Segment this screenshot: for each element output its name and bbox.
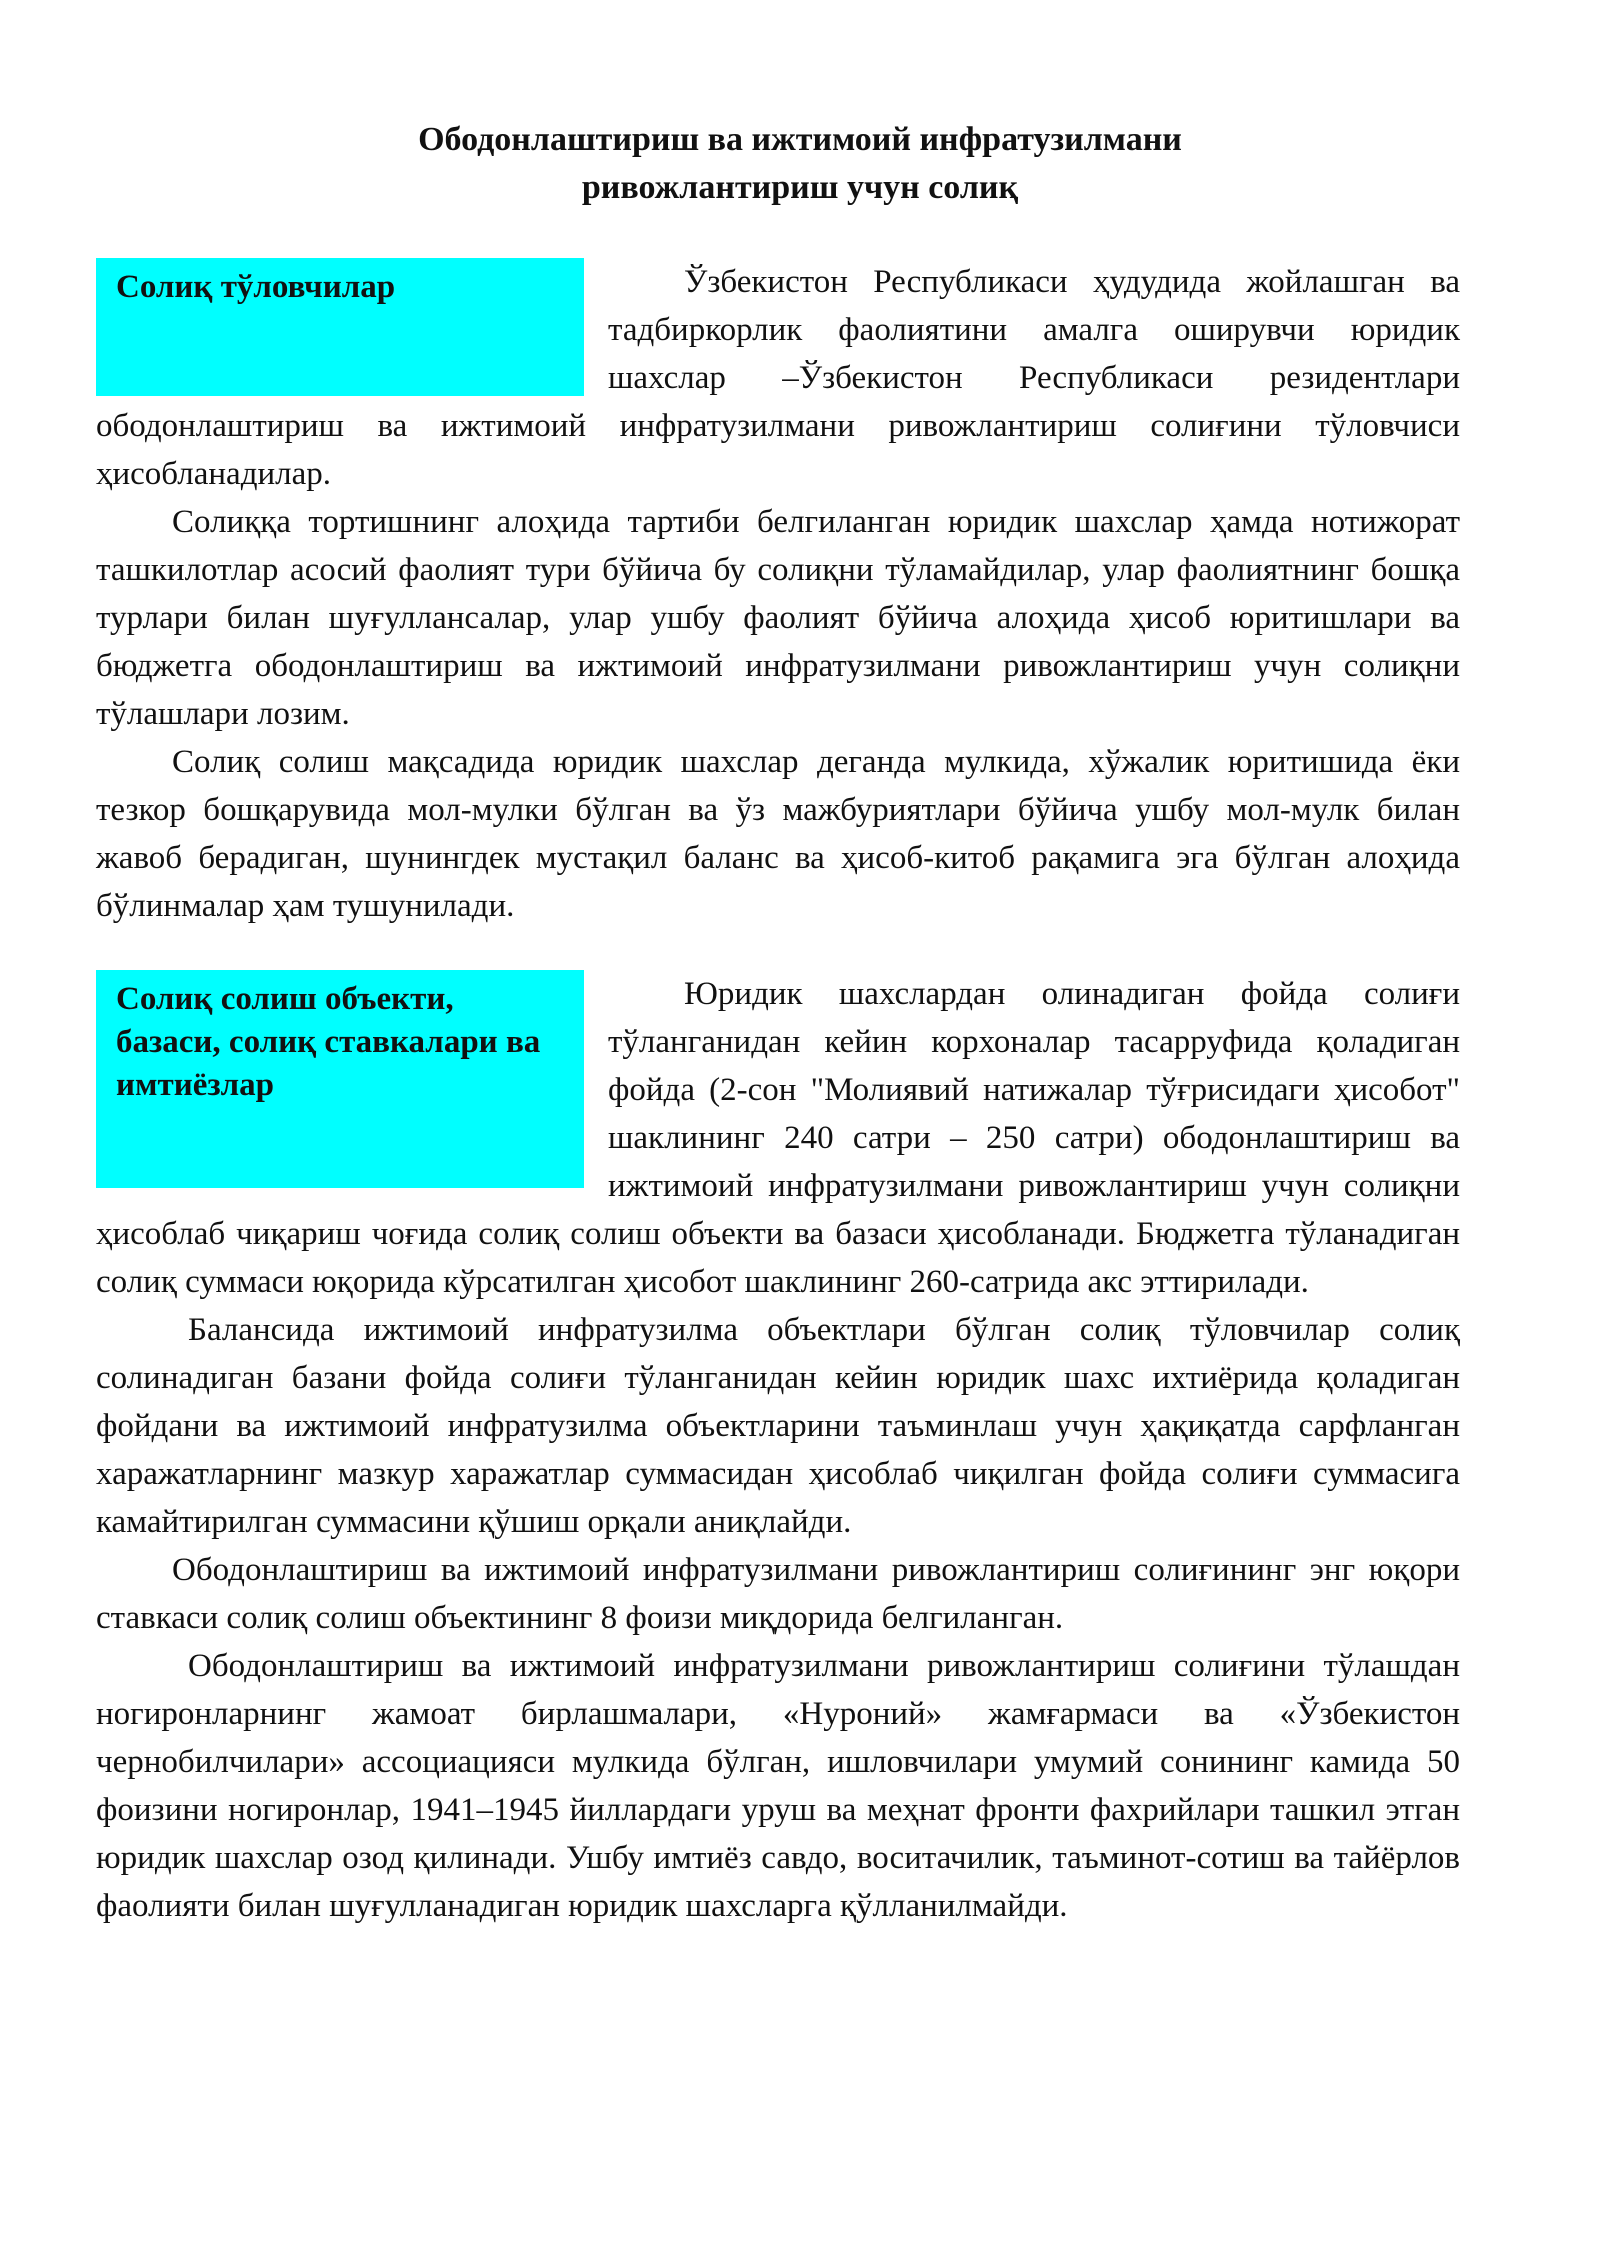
paragraph: Ўзбекистон Республикаси ҳудудида жойлашган ва тадбиркорлик фаолиятини амалга оширувчи юридик шахслар –Ўзбекистон Республикаси резидентлари ободонлаштириш ва ижтимоий инфратузилмани ривожлантириш солиғини тўловчиси ҳисобланадилар. bbox=[96, 264, 1460, 492]
title-line-2: ривожлантириш учун солиқ bbox=[581, 169, 1019, 206]
title-line-1: Ободонлаштириш ва ижтимоий инфратузилмани bbox=[418, 121, 1182, 158]
paragraph: Ободонлаштириш ва ижтимоий инфратузилмани ривожлантириш солиғининг энг юқори ставкаси солиқ солиш объектининг 8 фоизи миқдорида белгиланган. bbox=[96, 1552, 1460, 1636]
section-heading: Солиқ солиш объекти, базаси, солиқ ставкалари ва имтиёзлар bbox=[116, 981, 541, 1103]
paragraph: Солиққа тортишнинг алоҳида тартиби белгиланган юридик шахслар ҳамда нотижорат ташкилотлар асосий фаолият тури бўйича бу солиқни тўламайдилар, улар фаолиятнинг бошқа турлари билан шуғуллансалар, улар ушбу фаолият бўйича алоҳида ҳисоб юритишлари ва бюджетга ободонлаштириш ва ижтимоий инфратузилмани ривожлантириш учун солиқни тўлашлари лозим. bbox=[96, 504, 1460, 732]
document-title bbox=[0, 116, 1600, 212]
paragraph: Балансида ижтимоий инфратузилма объектлари бўлган солиқ тўловчилар солиқ солинадиган базани фойда солиғи тўланганидан кейин юридик шахс ихтиёрида қоладиган фойдани ва ижтимоий инфратузилма объектларини таъминлаш учун ҳақиқатда сарфланган харажатларнинг мазкур харажатлар суммасидан ҳисоблаб чиқилган фойда солиғи суммасига камайтирилган суммасини қўшиш орқали аниқлайди. bbox=[96, 1312, 1460, 1540]
section-heading-box bbox=[96, 970, 584, 1188]
section-tax-object bbox=[96, 970, 1460, 1930]
paragraph: Солиқ солиш мақсадида юридик шахслар деганда мулкида, хўжалик юритишида ёки тезкор бошқарувида мол-мулки бўлган ва ўз мажбуриятлари бўйича ушбу мол-мулк билан жавоб берадиган, шунингдек мустақил баланс ва ҳисоб-китоб рақамига эга бўлган алоҳида бўлинмалар ҳам тушунилади. bbox=[96, 744, 1460, 924]
paragraph: Юридик шахслардан олинадиган фойда солиғи тўланганидан кейин корхоналар тасарруфида қоладиган фойда (2-сон "Молиявий натижалар тўғрисидаги ҳисобот" шаклининг 240 сатри – 250 сатри) ободонлаштириш ва ижтимоий инфратузилмани ривожлантириш учун солиқни ҳисоблаб чиқариш чоғида солиқ солиш объекти ва базаси ҳисобланади. Бюджетга тўланадиган солиқ суммаси юқорида кўрсатилган ҳисобот шаклининг 260-сатрида акс эттирилади. bbox=[96, 976, 1460, 1300]
section-taxpayers bbox=[96, 258, 1460, 930]
paragraph: Ободонлаштириш ва ижтимоий инфратузилмани ривожлантириш солиғини тўлашдан ногиронларнинг жамоат бирлашмалари, «Нуроний» жамғармаси ва «Ўзбекистон чернобилчилари» ассоциацияси мулкида бўлган, ишловчилари умумий сонининг камида 50 фоизини ногиронлар, 1941–1945 йиллардаги уруш ва меҳнат фронти фахрийлари ташкил этган юридик шахслар озод қилинади. Ушбу имтиёз савдо, воситачилик, таъминот-сотиш ва тайёрлов фаолияти билан шуғулланадиган юридик шахсларга қўлланилмайди. bbox=[96, 1648, 1460, 1924]
section-heading-box bbox=[96, 258, 584, 396]
section-heading: Солиқ тўловчилар bbox=[116, 269, 396, 305]
